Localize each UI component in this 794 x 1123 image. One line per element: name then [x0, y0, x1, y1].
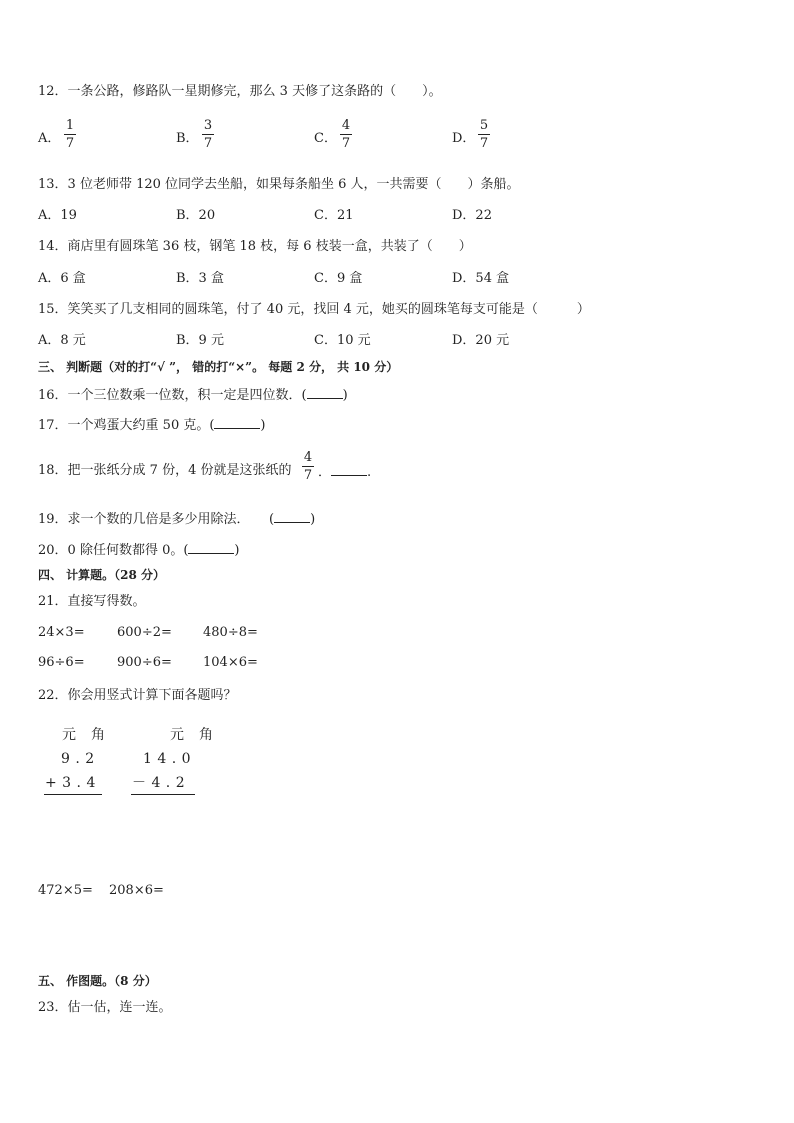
q18-fraction: 4 7	[303, 450, 313, 483]
q12-option-b-label: B．	[176, 131, 199, 146]
question-18: 18．把一张纸分成 7 份，4 份就是这张纸的	[38, 463, 292, 478]
question-20: 20．0 除任何数都得 0。( )	[38, 543, 240, 558]
calc-item: 480÷8=	[203, 625, 258, 640]
q14-option-a: A．6 盒	[38, 271, 86, 286]
calc-item: 24×3=	[38, 625, 85, 640]
q13-option-a: A．19	[38, 208, 77, 223]
vertical-calc-right-top: 1 4 . 0	[143, 751, 192, 767]
question-21: 21．直接写得数。	[38, 594, 146, 609]
q12-option-a-label: A．	[38, 131, 61, 146]
calc-item: 96÷6=	[38, 655, 85, 670]
q12-option-c-fraction: 4 7	[341, 118, 351, 151]
vertical-calc-left-top: 9 . 2	[61, 751, 95, 767]
question-12: 12．一条公路，修路队一星期修完，那么 3 天修了这条路的（ ）。	[38, 84, 442, 99]
calc-item: 900÷6=	[117, 655, 172, 670]
question-17: 17．一个鸡蛋大约重 50 克。( )	[38, 418, 266, 433]
q18-answer: ． .	[318, 465, 372, 480]
section-5-heading: 五、 作图题。（8 分）	[38, 974, 157, 988]
calc-item: 208×6=	[109, 883, 164, 898]
q14-option-c: C．9 盒	[314, 271, 363, 286]
q13-option-d: D．22	[452, 208, 492, 223]
answer-blank[interactable]	[214, 416, 260, 429]
answer-blank[interactable]	[274, 510, 310, 523]
q14-option-b: B．3 盒	[176, 271, 224, 286]
vertical-calc-left-header: 元 角	[62, 727, 106, 743]
q15-option-c: C．10 元	[314, 333, 371, 348]
q15-option-a: A．8 元	[38, 333, 86, 348]
question-19: 19．求一个数的几倍是多少用除法． ( )	[38, 512, 316, 527]
q12-option-d-label: D．	[452, 131, 476, 146]
calc-item: 600÷2=	[117, 625, 172, 640]
q14-option-d: D．54 盒	[452, 271, 510, 286]
q12-option-b-fraction: 3 7	[203, 118, 213, 151]
q13-option-b: B．20	[176, 208, 216, 223]
q12-option-a-fraction: 1 7	[65, 118, 75, 151]
question-13: 13．3 位老师带 120 位同学去坐船，如果每条船坐 6 人，一共需要（ ）条船。	[38, 177, 520, 192]
section-3-heading: 三、 判断题（对的打“√ ”， 错的打“×”。 每题 2 分， 共 10 分）	[38, 360, 399, 374]
vertical-calc-left-rule	[44, 794, 102, 795]
question-22: 22．你会用竖式计算下面各题吗？	[38, 688, 237, 703]
vertical-calc-right-rule	[131, 794, 195, 795]
vertical-calc-right-header: 元 角	[170, 727, 214, 743]
answer-blank[interactable]	[188, 541, 234, 554]
question-23: 23．估一估，连一连。	[38, 1000, 172, 1015]
vertical-calc-left-bottom: + 3 . 4	[45, 775, 96, 791]
calc-item: 104×6=	[203, 655, 258, 670]
q12-option-d-fraction: 5 7	[479, 118, 489, 151]
section-4-heading: 四、 计算题。（28 分）	[38, 568, 166, 582]
q15-option-b: B．9 元	[176, 333, 224, 348]
q13-option-c: C．21	[314, 208, 354, 223]
answer-blank[interactable]	[331, 463, 367, 476]
question-16: 16．一个三位数乘一位数，积一定是四位数．( )	[38, 388, 348, 403]
answer-blank[interactable]	[307, 386, 343, 399]
q12-option-c-label: C．	[314, 131, 337, 146]
vertical-calc-right-bottom: － 4 . 2	[132, 775, 186, 791]
calc-item: 472×5=	[38, 883, 93, 898]
q15-option-d: D．20 元	[452, 333, 510, 348]
question-15: 15．笑笑买了几支相同的圆珠笔，付了 40 元，找回 4 元，她买的圆珠笔每支可能是（ ）	[38, 302, 590, 317]
question-14: 14．商店里有圆珠笔 36 枝，钢笔 18 枝，每 6 枝装一盒，共装了（ ）	[38, 239, 472, 254]
